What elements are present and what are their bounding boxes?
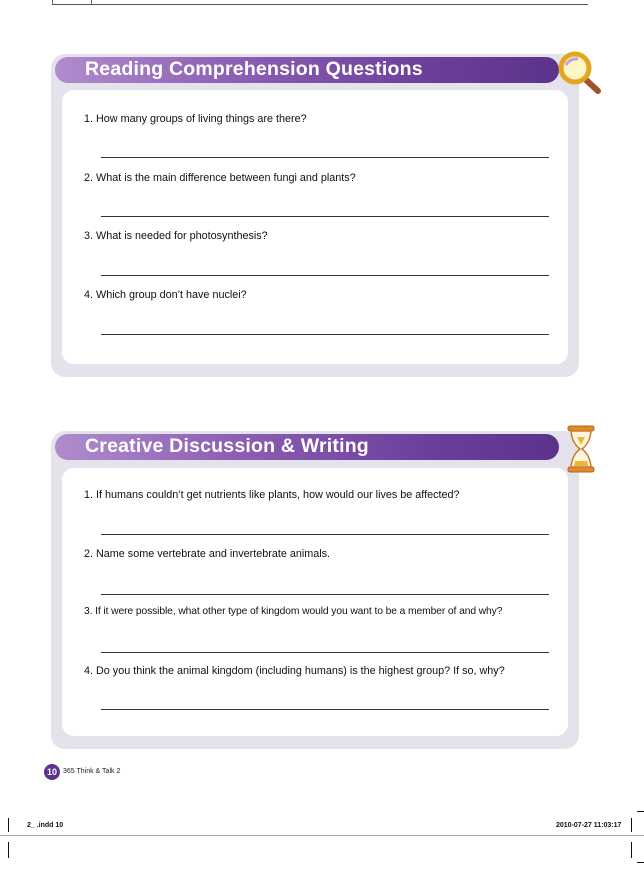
section-title: Creative Discussion & Writing (85, 435, 369, 457)
question-card (62, 468, 568, 736)
header-rule (52, 4, 588, 5)
section-banner (55, 57, 559, 83)
answer-line[interactable] (101, 216, 549, 217)
crop-mark (8, 842, 9, 858)
answer-line[interactable] (101, 709, 549, 710)
book-title: 365 Think & Talk 2 (63, 768, 121, 775)
creative-discussion-panel (51, 431, 579, 749)
slug-rule (0, 835, 644, 836)
crop-mark (631, 818, 632, 832)
answer-line[interactable] (101, 594, 549, 595)
slug-filename: 2_ .indd 10 (27, 822, 64, 829)
crop-mark (637, 811, 644, 812)
question-card (62, 90, 568, 364)
crop-mark (631, 842, 632, 858)
question-text: 1. How many groups of living things are there? (84, 113, 307, 125)
answer-line[interactable] (101, 652, 549, 653)
answer-line[interactable] (101, 275, 549, 276)
hourglass-icon (566, 425, 596, 473)
question-text: 2. Name some vertebrate and invertebrate animals. (84, 548, 331, 560)
question-text: 4. Do you think the animal kingdom (including humans) is the highest group? If so, why? (84, 665, 505, 677)
answer-line[interactable] (101, 157, 549, 158)
answer-line[interactable] (101, 534, 549, 535)
magnifying-glass-icon (556, 50, 602, 96)
section-title: Reading Comprehension Questions (85, 58, 423, 80)
section-banner (55, 434, 559, 460)
question-text: 1. If humans couldn’t get nutrients like plants, how would our lives be affected? (84, 489, 460, 501)
crop-mark (637, 862, 644, 863)
question-text: 3. If it were possible, what other type of kingdom would you want to be a member of and why? (84, 606, 503, 617)
crop-mark (8, 818, 9, 832)
question-text: 4. Which group don’t have nuclei? (84, 289, 247, 301)
page-number-badge: 10 (44, 764, 60, 780)
question-text: 2. What is the main difference between fungi and plants? (84, 172, 356, 184)
question-text: 3. What is needed for photosynthesis? (84, 230, 268, 242)
answer-line[interactable] (101, 334, 549, 335)
slug-timestamp: 2010-07-27 11:03:17 (556, 822, 622, 829)
